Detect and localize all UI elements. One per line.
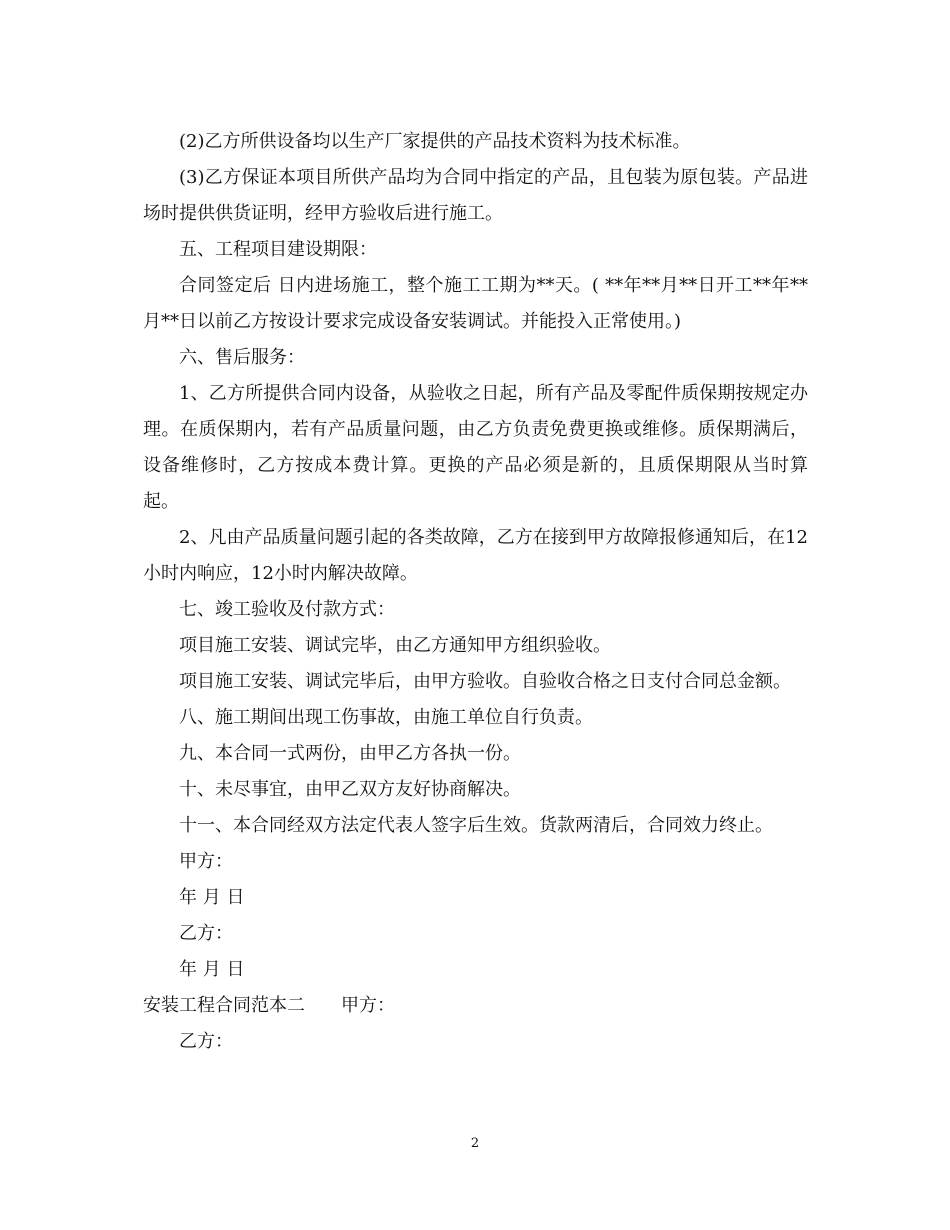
second-contract-header — [143, 988, 808, 1024]
party-a-signature-label: 甲方： — [179, 851, 233, 872]
party-b-date: 年 月 日 — [179, 959, 245, 980]
acceptance-text-2: 项目施工安装、调试完毕后，由甲方验收。自验收合格之日支付合同总金额。 — [179, 671, 791, 692]
second-contract-party-b: 乙方： — [179, 1031, 233, 1052]
second-contract-title: 安装工程合同范本二 — [143, 995, 305, 1016]
clause-3-products: (3)乙方保证本项目所供产品均为合同中指定的产品，且包装为原包装。产品进场时提供供货证明，经甲方验收后进行施工。 — [143, 167, 808, 224]
acceptance-text-1: 项目施工安装、调试完毕，由乙方通知甲方组织验收。 — [179, 635, 611, 656]
page-number: 2 — [470, 1136, 480, 1151]
clause-2-standards: (2)乙方所供设备均以生产厂家提供的产品技术资料为技术标准。 — [179, 131, 691, 152]
section-6-heading: 六、售后服务： — [179, 347, 305, 368]
second-contract-party-a: 甲方： — [341, 995, 395, 1016]
section-11-text: 十一、本合同经双方法定代表人签字后生效。货款两清后，合同效力终止。 — [179, 815, 773, 836]
after-sales-clause-2: 2、凡由产品质量问题引起的各类故障，乙方在接到甲方故障报修通知后，在12小时内响应，12小时内解决故障。 — [143, 527, 808, 584]
section-7-heading: 七、竣工验收及付款方式： — [179, 599, 395, 620]
party-a-date: 年 月 日 — [179, 887, 245, 908]
section-10-text: 十、未尽事宜，由甲乙双方友好协商解决。 — [179, 779, 521, 800]
construction-period-text: 合同签定后 日内进场施工，整个施工工期为**天。( **年**月**日开工**年**月**日以前乙方按设计要求完成设备安装调试。并能投入正常使用。) — [143, 275, 808, 332]
after-sales-clause-1: 1、乙方所提供合同内设备，从验收之日起，所有产品及零配件质保期按规定办理。在质保期内，若有产品质量问题，由乙方负责免费更换或维修。质保期满后，设备维修时，乙方按成本费计算。更换的产品必须是新的，且质保期限从当时算起。 — [143, 383, 808, 512]
section-9-text: 九、本合同一式两份，由甲乙方各执一份。 — [179, 743, 521, 764]
document-body — [143, 124, 808, 1060]
section-8-text: 八、施工期间出现工伤事故，由施工单位自行负责。 — [179, 707, 593, 728]
party-b-signature-label: 乙方： — [179, 923, 233, 944]
section-5-heading: 五、工程项目建设期限： — [179, 239, 377, 260]
